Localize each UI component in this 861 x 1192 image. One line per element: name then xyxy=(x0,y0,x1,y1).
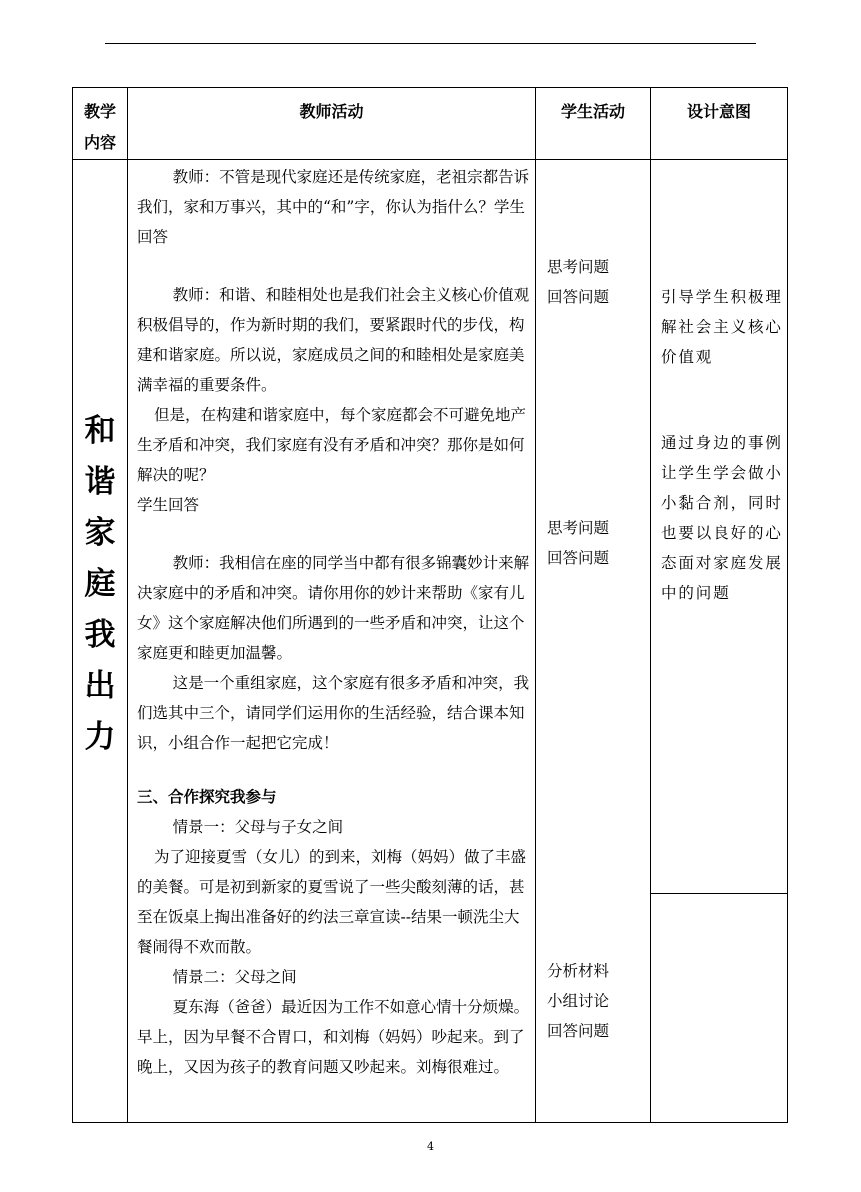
topic-char: 家 xyxy=(84,515,116,551)
header-content-line2: 内容 xyxy=(83,133,116,152)
student-activity-item: 思考问题 xyxy=(547,258,610,276)
student-activity-block xyxy=(547,956,647,1046)
teacher-paragraph: 教师：我相信在座的同学当中都有很多锦囊妙计来解决家庭中的矛盾和冲突。请你用你的妙计来帮助《家有儿女》这个家庭解决他们所遇到的一些矛盾和冲突，让这个家庭更和睦更加温馨。 xyxy=(137,554,530,662)
header-rule xyxy=(105,43,756,44)
header-teaching-content xyxy=(73,96,127,158)
student-answer-note: 学生回答 xyxy=(137,496,200,514)
scene-text: 为了迎接夏雪（女儿）的到来，刘梅（妈妈）做了丰盛的美餐。可是初到新家的夏雪说了一些尖酸刻薄的话，甚至在饭桌上掏出准备好的约法三章宣读--结果一顿洗尘大餐闹得不欢而散。 xyxy=(137,848,527,956)
scene-title: 情景二：父母之间 xyxy=(172,968,297,986)
page-number: 4 xyxy=(427,1140,434,1153)
teacher-activity-cell xyxy=(137,162,533,1082)
topic-char: 庭 xyxy=(84,566,116,602)
topic-char: 出 xyxy=(84,668,116,704)
student-activity-item: 回答问题 xyxy=(547,549,610,567)
topic-char: 谐 xyxy=(84,464,116,500)
lesson-plan-table xyxy=(72,87,788,1123)
student-activity-item: 分析材料 xyxy=(547,962,610,980)
design-column-divider xyxy=(650,893,787,894)
student-activity-item: 思考问题 xyxy=(547,519,610,537)
design-intent-text: 通过身边的事例让学生学会做小小黏合剂，同时也要以良好的心态面对家庭发展中的问题 xyxy=(661,434,783,602)
student-activity-item: 回答问题 xyxy=(547,288,610,306)
student-activity-block xyxy=(547,252,647,312)
header-student-activity: 学生活动 xyxy=(560,102,625,121)
column-divider xyxy=(650,88,651,1122)
section-title: 三、合作探究我参与 xyxy=(137,788,277,806)
header-row-divider xyxy=(73,159,787,160)
topic-char: 和 xyxy=(84,413,116,449)
column-divider xyxy=(127,88,128,1122)
teacher-paragraph: 这是一个重组家庭，这个家庭有很多矛盾和冲突，我们选其中三个，请同学们运用你的生活经验，结合课本知识，小组合作一起把它完成！ xyxy=(137,674,530,752)
topic-title xyxy=(73,406,127,763)
teacher-paragraph: 但是，在构建和谐家庭中，每个家庭都会不可避免地产生矛盾和冲突，我们家庭有没有矛盾和冲突？那你是如何解决的呢？ xyxy=(137,406,527,484)
teacher-paragraph: 教师：和谐、和睦相处也是我们社会主义核心价值观积极倡导的，作为新时期的我们，要紧跟时代的步伐，构建和谐家庭。所以说，家庭成员之间的和睦相处是家庭美满幸福的重要条件。 xyxy=(137,286,530,394)
header-teacher-activity: 教师活动 xyxy=(299,102,364,121)
header-content-line1: 教学 xyxy=(83,102,116,121)
column-divider xyxy=(535,88,536,1122)
student-activity-item: 小组讨论 xyxy=(547,992,610,1010)
topic-char: 力 xyxy=(84,719,116,755)
teacher-paragraph: 教师：不管是现代家庭还是传统家庭，老祖宗都告诉我们，家和万事兴，其中的“和”字，你认为指什么？学生回答 xyxy=(137,168,530,246)
student-activity-item: 回答问题 xyxy=(547,1022,610,1040)
design-intent-text: 引导学生积极理解社会主义核心价值观 xyxy=(661,288,783,366)
student-activity-block xyxy=(547,513,647,573)
scene-text: 夏东海（爸爸）最近因为工作不如意心情十分烦燥。早上，因为早餐不合胃口，和刘梅（妈妈）吵起来。到了晚上，又因为孩子的教育问题又吵起来。刘梅很难过。 xyxy=(137,998,530,1076)
header-design-intent: 设计意图 xyxy=(686,102,751,121)
topic-char: 我 xyxy=(84,617,116,653)
scene-title: 情景一：父母与子女之间 xyxy=(172,818,344,836)
